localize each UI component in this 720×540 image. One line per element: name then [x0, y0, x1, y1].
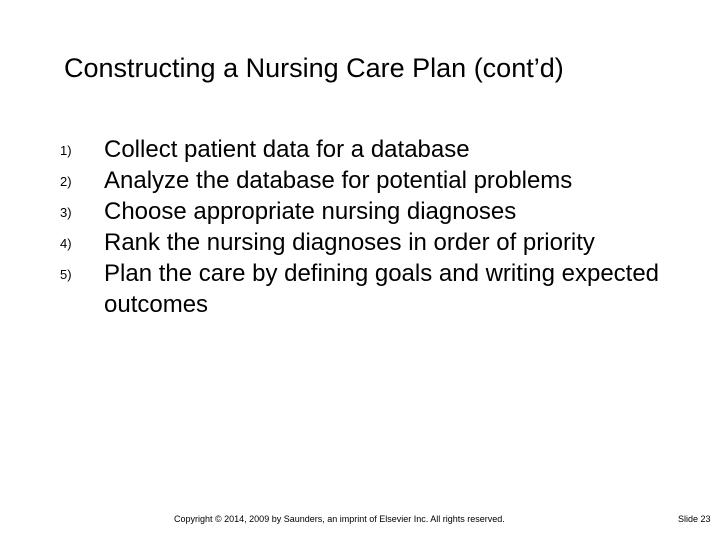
step-text: Collect patient data for a database — [104, 136, 470, 163]
step-number: 1) — [60, 143, 72, 158]
list-item — [60, 227, 680, 258]
copyright-notice: Copyright © 2014, 2009 by Saunders, an imprint of Elsevier Inc. All rights reserved. — [174, 514, 505, 524]
step-number: 4) — [60, 236, 72, 251]
slide-number: Slide 23 — [678, 514, 711, 524]
slide-footer — [0, 512, 720, 532]
step-text: Rank the nursing diagnoses in order of priority — [104, 229, 595, 256]
step-number: 2) — [60, 174, 72, 189]
steps-list — [60, 134, 680, 320]
step-text: Analyze the database for potential problems — [104, 167, 573, 194]
list-item — [60, 258, 680, 320]
step-text: Choose appropriate nursing diagnoses — [104, 198, 517, 225]
slide-title: Constructing a Nursing Care Plan (cont’d) — [64, 53, 564, 83]
list-item — [60, 196, 680, 227]
step-number: 5) — [60, 267, 72, 282]
list-item — [60, 165, 680, 196]
list-item — [60, 134, 680, 165]
step-number: 3) — [60, 205, 72, 220]
step-text: Plan the care by defining goals and writing expected outcomes — [104, 260, 660, 318]
